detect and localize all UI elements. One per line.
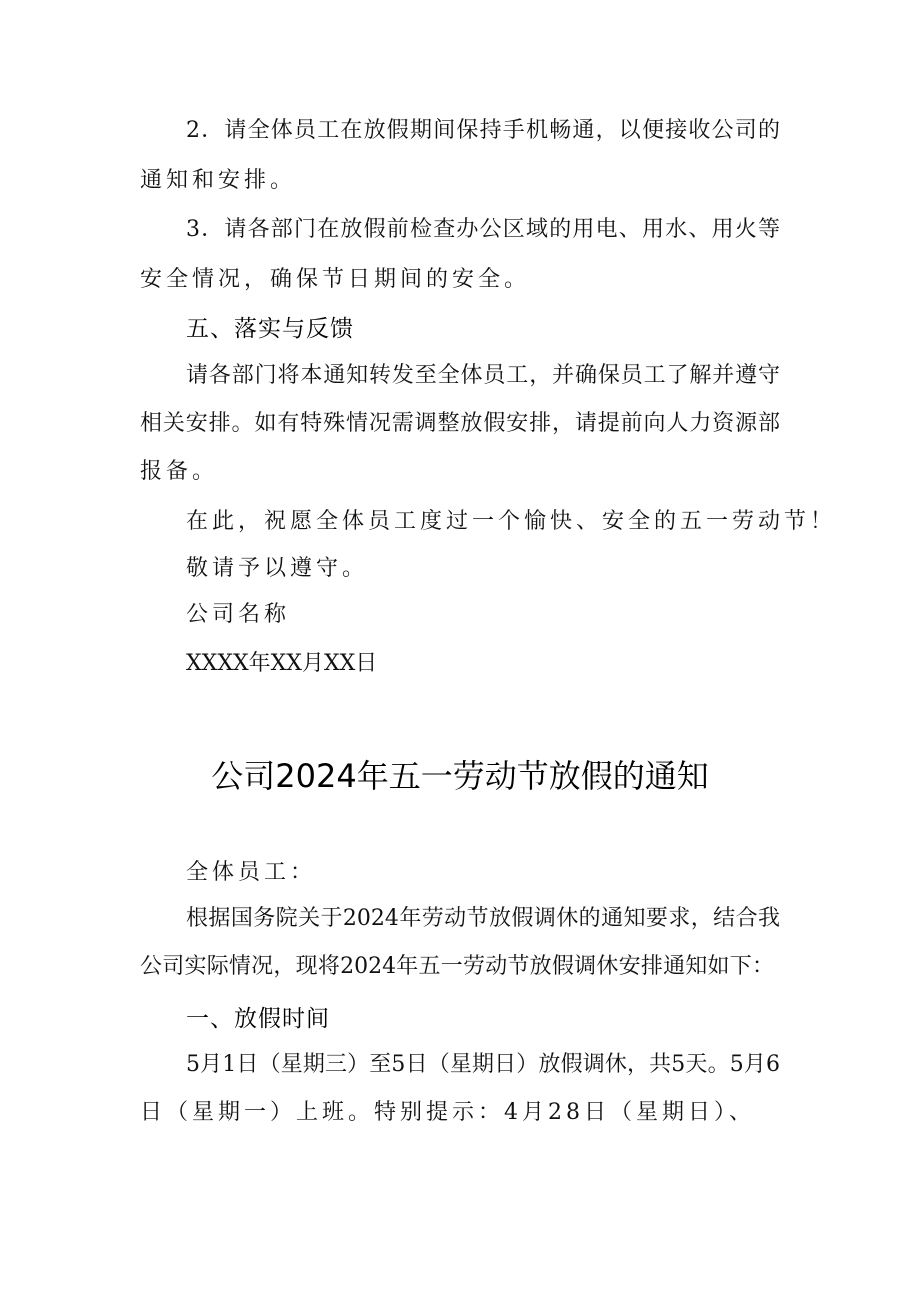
document-date: XXXX年XX月XX日 <box>186 651 378 676</box>
item2-line1: 2．请全体员工在放假期间保持手机畅通，以便接收公司的 <box>186 118 780 143</box>
section1-line2: 日（星期一）上班。特别提示：4月28日（星期日）、 <box>140 1100 755 1125</box>
section5-line2: 相关安排。如有特殊情况需调整放假安排，请提前向人力资源部 <box>140 411 780 436</box>
intro-line2: 公司实际情况，现将2024年五一劳动节放假调休安排通知如下： <box>140 954 774 979</box>
section1-heading: 一、放假时间 <box>186 1006 330 1032</box>
section5-line3: 报备。 <box>140 459 219 484</box>
salutation: 全体员工： <box>186 860 317 885</box>
item2-line2: 通知和安排。 <box>140 168 297 193</box>
item3-line1: 3．请各部门在放假前检查办公区域的用电、用水、用火等 <box>186 217 780 242</box>
intro-line1: 根据国务院关于2024年劳动节放假调休的通知要求，结合我 <box>186 906 780 931</box>
item3-line2: 安全情况，确保节日期间的安全。 <box>140 267 531 292</box>
section1-line1: 5月1日（星期三）至5日（星期日）放假调休，共5天。5月6 <box>186 1052 780 1077</box>
company-name: 公司名称 <box>186 602 291 627</box>
wishes-text: 在此，祝愿全体员工度过一个愉快、安全的五一劳动节！ <box>186 509 837 534</box>
section5-heading: 五、落实与反馈 <box>186 316 354 342</box>
closing-text: 敬请予以遵守。 <box>186 556 369 581</box>
notice-title: 公司2024年五一劳动节放假的通知 <box>211 757 709 795</box>
section5-line1: 请各部门将本通知转发至全体员工，并确保员工了解并遵守 <box>186 363 780 388</box>
